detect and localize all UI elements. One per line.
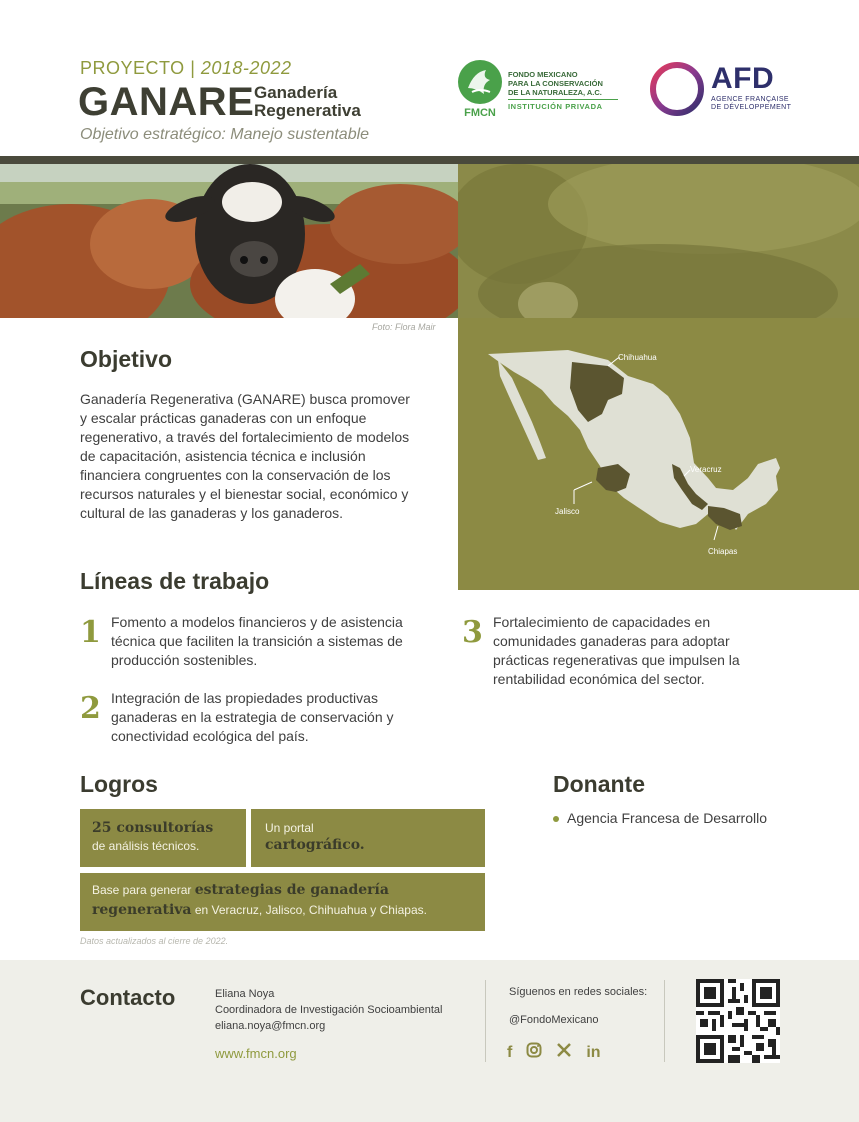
objetivo-heading: Objetivo [80, 346, 173, 372]
map-label-jalisco: Jalisco [555, 507, 580, 516]
afd-name [711, 96, 791, 112]
project-title: GANARE [78, 80, 255, 124]
mexico-map-panel [458, 318, 859, 590]
cattle-photo [0, 164, 458, 318]
linea-number: 2 [80, 691, 101, 726]
contact-email[interactable]: eliana.noya@fmcn.org [215, 1020, 326, 1032]
logros-note: Datos actualizados al cierre de 2022. [80, 936, 229, 946]
social-icons [507, 1043, 601, 1063]
yucatan [748, 458, 780, 478]
mexico-map [458, 318, 859, 590]
contact-name: Eliana Noya [215, 988, 275, 1000]
fmcn-acronym: FMCN [464, 107, 496, 119]
logros-heading: Logros [80, 771, 158, 797]
afd-acronym: AFD [711, 62, 775, 95]
contact-role: Coordinadora de Investigación Socioambiental [215, 1004, 443, 1016]
logro-estrategias [80, 873, 485, 931]
footer-divider [664, 980, 665, 1062]
logro-estrategias-value-2: regenerativa [92, 902, 192, 918]
map-label-chiapas: Chiapas [708, 547, 738, 556]
linkedin-icon[interactable]: in [586, 1044, 601, 1061]
fmcn-line-4: INSTITUCIÓN PRIVADA [508, 99, 618, 111]
cattle-photo-tinted-illustration [458, 164, 859, 318]
contact-info [215, 986, 442, 1034]
project-subtitle [254, 84, 384, 120]
linea-text: Fomento a modelos financieros y de asistencia técnica que faciliten la transición a sistemas de producción sostenibles. [111, 614, 403, 668]
instagram-icon[interactable] [526, 1042, 542, 1064]
footer-divider [485, 980, 486, 1062]
logro-consultorias-desc: de análisis técnicos. [92, 839, 200, 853]
lineas-heading: Líneas de trabajo [80, 568, 270, 594]
logro-consultorias [80, 809, 246, 867]
x-icon[interactable] [556, 1042, 572, 1064]
logro-estrategias-value-1: estrategias de ganadería [194, 882, 389, 898]
cattle-photo-tinted [458, 164, 859, 318]
project-word: PROYECTO [80, 58, 185, 78]
project-years: 2018-2022 [200, 58, 292, 78]
linea-text: Integración de las propiedades productivas ganaderas en la estrategia de conservación y conectividad ecológica del país. [111, 690, 394, 744]
social-handle[interactable]: @FondoMexicano [509, 1014, 599, 1026]
logro-consultorias-value: 25 consultorías [92, 820, 214, 836]
subtitle-line-1: Ganadería [254, 83, 338, 102]
linea-number: 1 [80, 615, 101, 650]
project-label [80, 58, 291, 79]
logro-estrategias-post: en Veracruz, Jalisco, Chihuahua y Chiapas. [194, 903, 427, 917]
fmcn-name [508, 70, 618, 111]
facebook-icon[interactable]: f [507, 1044, 513, 1061]
donante-name: Agencia Francesa de Desarrollo [567, 810, 767, 826]
photo-credit: Foto: Flora Mair [372, 322, 436, 332]
logro-estrategias-line-1 [92, 880, 485, 900]
map-label-veracruz: Veracruz [690, 465, 722, 474]
afd-sub-line-1: AGENCE FRANÇAISE [711, 96, 789, 103]
bullet-icon [553, 816, 559, 822]
social-label: Síguenos en redes sociales: [509, 986, 648, 998]
objetivo-body: Ganadería Regenerativa (GANARE) busca promover y escalar prácticas ganaderas con un enfoque regenerativo, a través del fortalecimiento de modelos de capacitación, asistencia técnica e inclusión financiera congruentes con la conservación de los recursos naturales y el bienestar social, económico y cultural de las ganaderas y los ganaderos. [80, 391, 410, 521]
fmcn-line-1: FONDO MEXICANO [508, 70, 578, 79]
strategic-objective: Objetivo estratégico: Manejo sustentable [80, 126, 370, 143]
separator: | [190, 58, 201, 78]
donante-item [553, 810, 767, 826]
cattle-photo-illustration [0, 164, 458, 318]
donante-heading: Donante [553, 771, 645, 797]
subtitle-line-2: Regenerativa [254, 101, 361, 120]
website-link[interactable]: www.fmcn.org [215, 1046, 297, 1061]
linea-number: 3 [462, 615, 483, 650]
logro-estrategias-pre: Base para generar [92, 883, 192, 897]
fmcn-logo [456, 58, 504, 120]
map-label-chihuahua: Chihuahua [618, 353, 657, 362]
afd-sub-line-2: DE DÉVELOPPEMENT [711, 104, 792, 111]
logro-portal [251, 809, 485, 867]
fmcn-line-2: PARA LA CONSERVACIÓN [508, 79, 603, 88]
logro-estrategias-line-2 [92, 900, 485, 920]
afd-logo [648, 60, 706, 118]
qr-code-icon[interactable] [696, 979, 780, 1063]
contacto-heading: Contacto [80, 985, 176, 1010]
logro-portal-desc: Un portal [265, 821, 314, 835]
linea-text: Fortalecimiento de capacidades en comunidades ganaderas para adoptar prácticas regenerativas que impulsen la rentabilidad económica del sector. [493, 614, 740, 687]
logro-portal-value: cartográfico. [265, 837, 365, 853]
header-divider [0, 156, 859, 164]
fmcn-line-3: DE LA NATURALEZA, A.C. [508, 88, 602, 97]
